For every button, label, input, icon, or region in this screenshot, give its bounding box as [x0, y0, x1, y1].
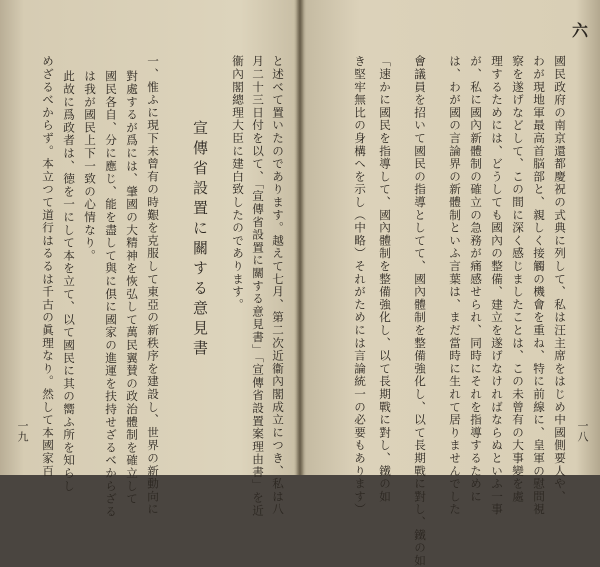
right-page — [302, 0, 600, 567]
right-line-5: が、私に國內新體制の確立の急務が痛感せられ、同時にそれを指導するために — [469, 55, 483, 503]
right-line-3: 察を遂げなどして、この間に深く感じましたことは、この未曾有の大事變を處 — [511, 55, 525, 503]
left-intro-line-3: 衞內閣總理大臣に建白致したのであります。 — [231, 55, 245, 311]
chapter-number: 六 — [572, 21, 589, 40]
right-line-6: は、わが國の言論界の新體制といふ言葉は、まだ當時に生れて居りませんでした — [448, 55, 462, 516]
left-body-line-3: 國民各自、分に應じ、能を盡して與に倶に國家の進運を扶持せざるべからざる — [104, 70, 118, 518]
left-body-line-1: 一、惟ふに現下未曾有の時艱を克服して東亞の新秩序を建設し、世界の新動向に — [146, 55, 160, 516]
left-page — [0, 0, 298, 518]
right-line-9: き堅牢無比の身構へを示し（中略）それがためには言論統一の必要もあります） — [353, 55, 367, 516]
left-body-line-6: めざるべからず。本立つて道行はるるは千古の眞理なり。然して本國家百 — [41, 55, 55, 478]
left-page-number: 一九 — [16, 420, 29, 442]
section-heading: 宣傳省設置に關する意見書 — [191, 120, 209, 360]
left-body-line-5: 此故に爲政者は、徳を一にして本を立て、以て國民に其の嚮ふ所を知らし — [62, 70, 76, 493]
right-line-1: 國民政府の南京還都慶祝の式典に列して、私は汪主席をはじめ中國側要人や、 — [553, 55, 567, 503]
right-line-7: 會議員を招いて國民の指導としてて、國內體制を整備強化し、以て長期戰に對し、鐵の如 — [413, 55, 427, 567]
left-intro-line-1: と述べて置いたのであります。越えて七月、第二次近衞內閣成立につき、私は八 — [271, 55, 285, 516]
left-body-line-4: は我が國民上下一致の心情なり。 — [83, 70, 97, 262]
right-page-number: 一八 — [576, 420, 589, 442]
right-line-8: 「速かに國民を指導して、國內體制を整備強化し、以て長期戰に對し、鐵の如 — [378, 55, 392, 503]
right-line-4: 理するためには、どうしても國內の整備、建立を遂げなければならぬといふ一事 — [490, 55, 504, 516]
left-intro-line-2: 月二十三日付を以て、「宣傳省設置に關する意見書」「宣傳省設置案理由書」を近 — [251, 55, 265, 517]
left-body-line-2: 對處するが爲には、肇國の大精神を恢弘して萬民翼賛の政治體制を確立して — [125, 70, 139, 506]
right-line-2: わが現地軍最高首脳部と、親しく接觸の機會を重ね、特に前線に、皇軍の慰問視 — [532, 55, 546, 516]
